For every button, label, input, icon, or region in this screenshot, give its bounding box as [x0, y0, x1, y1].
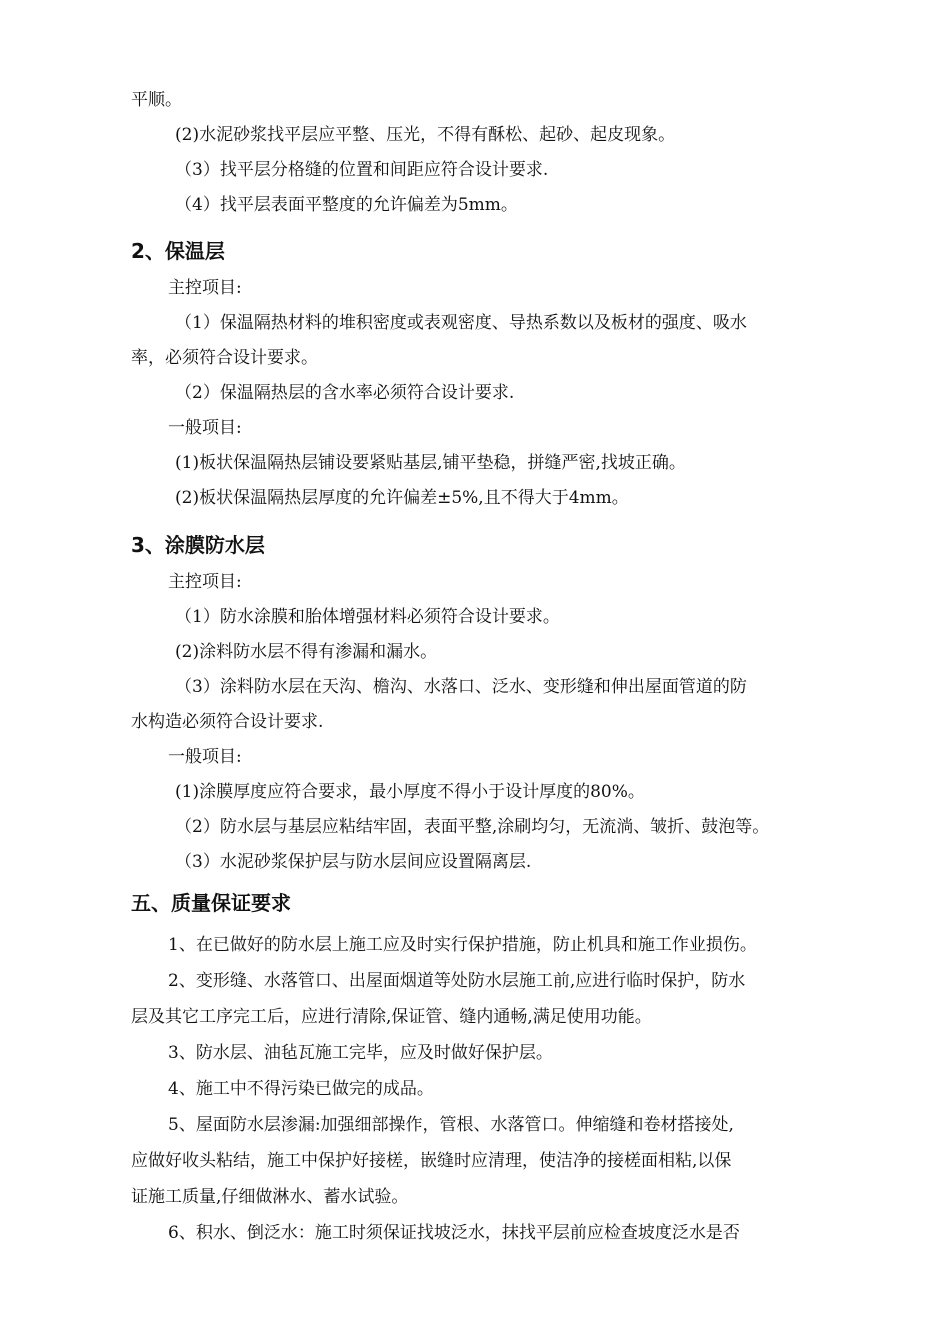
list-item: 2、变形缝、水落管口、出屋面烟道等处防水层施工前,应进行临时保护，防水	[168, 971, 746, 991]
paragraph-line: (2)涂料防水层不得有渗漏和漏水。	[175, 642, 438, 662]
main-items-label: 主控项目:	[168, 572, 242, 592]
list-item: 5、屋面防水层渗漏:加强细部操作，管根、水落管口。伸缩缝和卷材搭接处,	[168, 1115, 734, 1135]
section-heading-insulation: 2、保温层	[131, 239, 225, 263]
paragraph-line: (1)涂膜厚度应符合要求，最小厚度不得小于设计厚度的80%。	[175, 782, 645, 802]
paragraph-line: （3）涂料防水层在天沟、檐沟、水落口、泛水、变形缝和伸出屋面管道的防	[175, 677, 747, 697]
paragraph-line: (2)水泥砂浆找平层应平整、压光，不得有酥松、起砂、起皮现象。	[175, 125, 676, 145]
list-item-continuation: 证施工质量,仔细做淋水、蓄水试验。	[131, 1187, 409, 1207]
paragraph-line: 率，必须符合设计要求。	[131, 348, 318, 368]
paragraph-line: （2）保温隔热层的含水率必须符合设计要求.	[175, 383, 515, 403]
paragraph-line: （4）找平层表面平整度的允许偏差为5mm。	[175, 195, 518, 215]
paragraph-line: 平顺。	[131, 90, 182, 110]
list-item-continuation: 层及其它工序完工后，应进行清除,保证管、缝内通畅,满足使用功能。	[131, 1007, 652, 1027]
general-items-label: 一般项目:	[168, 418, 242, 438]
paragraph-line: （2）防水层与基层应粘结牢固，表面平整,涂刷均匀，无流淌、皱折、鼓泡等。	[175, 817, 770, 837]
paragraph-line: (1)板状保温隔热层铺设要紧贴基层,铺平垫稳，拼缝严密,找坡正确。	[175, 453, 686, 473]
list-item: 6、积水、倒泛水：施工时须保证找坡泛水，抹找平层前应检查坡度泛水是否	[168, 1223, 740, 1243]
list-item: 3、防水层、油毡瓦施工完毕，应及时做好保护层。	[168, 1043, 553, 1063]
list-item: 4、施工中不得污染已做完的成品。	[168, 1079, 434, 1099]
list-item-continuation: 应做好收头粘结，施工中保护好接槎，嵌缝时应清理，使洁净的接槎面相粘,以保	[131, 1151, 732, 1171]
general-items-label: 一般项目:	[168, 747, 242, 767]
paragraph-line: （3）水泥砂浆保护层与防水层间应设置隔离层.	[175, 852, 532, 872]
section-heading-quality: 五、质量保证要求	[131, 891, 291, 915]
paragraph-line: （1）防水涂膜和胎体增强材料必须符合设计要求。	[175, 607, 560, 627]
paragraph-line: 水构造必须符合设计要求.	[131, 712, 324, 732]
paragraph-line: （1）保温隔热材料的堆积密度或表观密度、导热系数以及板材的强度、吸水	[175, 313, 747, 333]
section-heading-coating: 3、涂膜防水层	[131, 533, 265, 557]
main-items-label: 主控项目:	[168, 278, 242, 298]
paragraph-line: (2)板状保温隔热层厚度的允许偏差±5%,且不得大于4mm。	[175, 488, 629, 508]
list-item: 1、在已做好的防水层上施工应及时实行保护措施，防止机具和施工作业损伤。	[168, 935, 757, 955]
paragraph-line: （3）找平层分格缝的位置和间距应符合设计要求.	[175, 160, 549, 180]
